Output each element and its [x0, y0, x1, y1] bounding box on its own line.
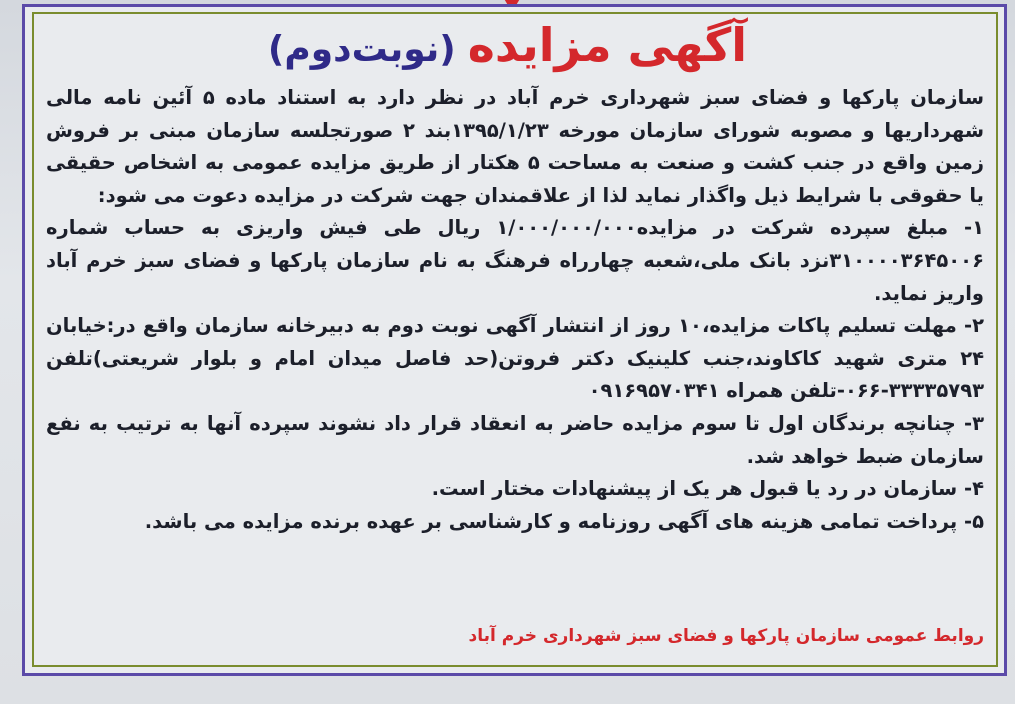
- condition-item-3: ۳- چنانچه برندگان اول تا سوم مزایده حاضر به انعقاد قرار داد نشوند سپرده آنها به ترتیب به نفع سازمان ضبط خواهد شد.: [46, 411, 984, 468]
- title-round: (نوبت‌دوم): [267, 29, 456, 70]
- condition-item-2: ۲- مهلت تسلیم پاکات مزایده،۱۰ روز از انتشار آگهی نوبت دوم به دبیرخانه سازمان واقع در:خیابان ۲۴ متری شهید کاکاوند،جنب کلینیک دکتر فروتن(حد فاصل میدان امام و بلوار شریعتی)تلفن ۳۳۳۳۵۷۹۳-۰۶۶-تلفن همراه ۰۹۱۶۹۵۷۰۳۴۱: [46, 314, 984, 403]
- ad-title: [0, 18, 1015, 72]
- condition-item-5: ۵- پرداخت تمامی هزینه های آگهی روزنامه و کارشناسی بر عهده برنده مزایده می باشد.: [144, 509, 984, 533]
- intro-paragraph: سازمان پارکها و فضای سبز شهرداری خرم آباد در نظر دارد به استناد ماده ۵ آئین نامه مالی شهرداریها و مصوبه شورای سازمان مورخه ۱۳۹۵/۱/۲۳بند ۲ صورتجلسه سازمان مبنی بر فروش زمین واقع در جنب کشت و صنعت به مساحت ۵ هکتار از طریق مزایده عمومی به اشخاص حقیقی یا حقوقی با شرایط ذیل واگذار نماید لذا از علاقمندان جهت شرکت در مزایده دعوت می شود:: [46, 86, 985, 207]
- condition-item-4: ۴- سازمان در رد یا قبول هر یک از پیشنهادات مختار است.: [431, 477, 984, 501]
- ad-body: [46, 82, 984, 538]
- title-main: آگهی مزایده: [467, 18, 748, 72]
- condition-item-1: ۱- مبلغ سپرده شرکت در مزایده۱/۰۰۰/۰۰۰/۰۰۰ ریال طی فیش واریزی به حساب شماره ۳۱۰۰۰۰۳۶۴۵۰۰۶نزد بانک ملی،شعبه چهارراه فرهنگ به نام سازمان پارکها و فضای سبز خرم آباد واریز نماید.: [46, 216, 984, 305]
- publisher-signature: روابط عمومی سازمان پارکها و فضای سبز شهرداری خرم آباد: [468, 626, 984, 646]
